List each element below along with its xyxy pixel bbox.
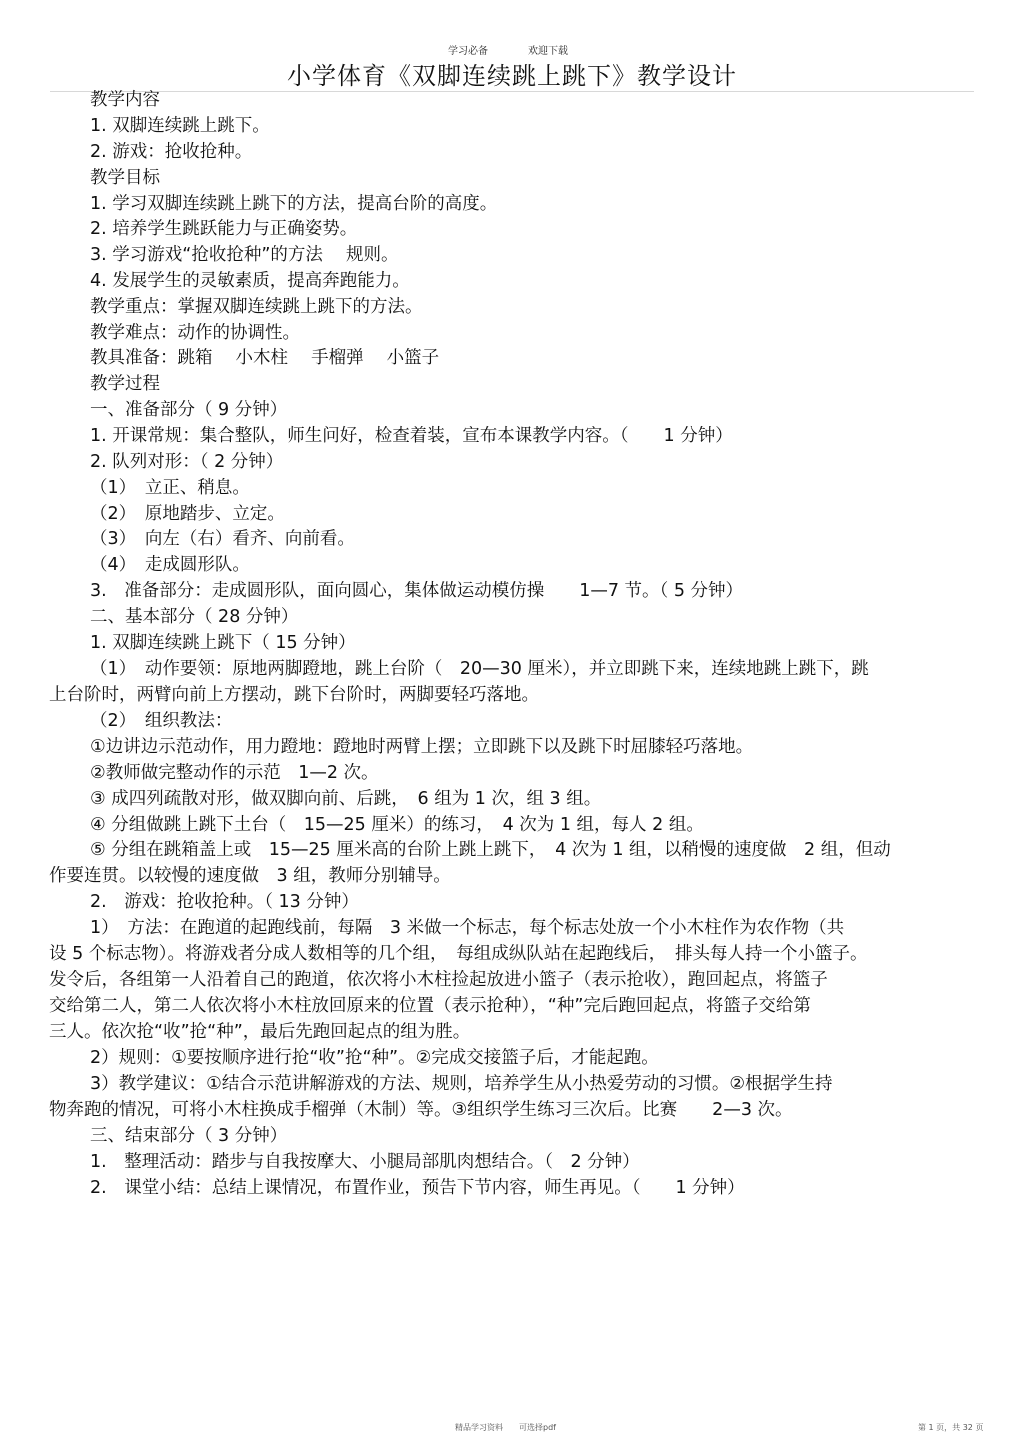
text-line: 2. 游戏：抢收抢种。 bbox=[90, 142, 253, 162]
text-line: 2. 队列对形：（ 2 分钟） bbox=[90, 452, 284, 472]
text-line: ④ 分组做跳上跳下土台（ 15—25 厘米）的练习， 4 次为 1 组，每人 2 组。 bbox=[90, 815, 704, 835]
text-line: （4） 走成圆形队。 bbox=[90, 555, 250, 575]
text-line: 教学内容 bbox=[90, 90, 160, 110]
text-line: 作要连贯。以较慢的速度做 3 组，教师分别辅导。 bbox=[49, 866, 451, 886]
text-line: （1） 立正、稍息。 bbox=[90, 478, 250, 498]
text-line: 3. 学习游戏“抢收抢种”的方法 规则。 bbox=[90, 245, 399, 265]
text-line: 4. 发展学生的灵敏素质，提高奔跑能力。 bbox=[90, 271, 410, 291]
text-line: 三、结束部分（ 3 分钟） bbox=[90, 1126, 288, 1146]
text-line: （1） 动作要领：原地两脚蹬地，跳上台阶（ 20—30 厘米），并立即跳下来，连续地跳上跳下，跳 bbox=[90, 659, 869, 679]
text-line: 2. 培养学生跳跃能力与正确姿势。 bbox=[90, 219, 358, 239]
text-line: 上台阶时，两臂向前上方摆动，跳下台阶时，两脚要轻巧落地。 bbox=[49, 685, 539, 705]
text-line: 1. 开课常规：集合整队，师生问好，检查着装，宣布本课教学内容。（ 1 分钟） bbox=[90, 426, 733, 446]
text-line: 1. 双脚连续跳上跳下（ 15 分钟） bbox=[90, 633, 356, 653]
text-line: 教学难点：动作的协调性。 bbox=[90, 323, 300, 343]
text-line: 3. 准备部分：走成圆形队，面向圆心，集体做运动模仿操 1—7 节。（ 5 分钟） bbox=[90, 581, 744, 601]
header-watermark-right: 欢迎下载 bbox=[528, 46, 568, 57]
text-line: 1. 整理活动：踏步与自我按摩大、小腿局部肌肉想结合。（ 2 分钟） bbox=[90, 1152, 640, 1172]
text-line: 1） 方法：在跑道的起跑线前，每隔 3 米做一个标志，每个标志处放一个小木柱作为农作物（共 bbox=[90, 918, 845, 938]
text-line: 教学目标 bbox=[90, 168, 160, 188]
footer-page-number: 第 1 页，共 32 页 bbox=[918, 1423, 984, 1432]
document-title: 小学体育《双脚连续跳上跳下》教学设计 bbox=[287, 62, 737, 90]
text-line: 发令后，各组第一人沿着自己的跑道，依次将小木柱捡起放进小篮子（表示抢收），跑回起点，将篮子 bbox=[49, 970, 828, 990]
footer-left: 精品学习资料 可选择pdf bbox=[455, 1423, 556, 1432]
text-line: （2） 组织教法： bbox=[90, 711, 233, 731]
text-line: 2. 游戏：抢收抢种。（ 13 分钟） bbox=[90, 892, 359, 912]
text-line: 教学重点：掌握双脚连续跳上跳下的方法。 bbox=[90, 297, 423, 317]
text-line: ⑤ 分组在跳箱盖上或 15—25 厘米高的台阶上跳上跳下， 4 次为 1 组，以稍慢的速度做 2 组，但动 bbox=[90, 840, 891, 860]
text-line: （3） 向左（右）看齐、向前看。 bbox=[90, 529, 355, 549]
header-divider bbox=[50, 91, 974, 92]
text-line: 设 5 个标志物）。将游戏者分成人数相等的几个组， 每组成纵队站在起跑线后， 排头每人持一个小篮子。 bbox=[49, 944, 868, 964]
text-line: 2）规则：①要按顺序进行抢“收”抢“种”。②完成交接篮子后，才能起跑。 bbox=[90, 1048, 659, 1068]
text-line: ③ 成四列疏散对形，做双脚向前、后跳， 6 组为 1 次，组 3 组。 bbox=[90, 789, 602, 809]
text-line: ①边讲边示范动作，用力蹬地：蹬地时两臂上摆；立即跳下以及跳下时屈膝轻巧落地。 bbox=[90, 737, 754, 757]
text-line: ②教师做完整动作的示范 1—2 次。 bbox=[90, 763, 379, 783]
text-line: 二、基本部分（ 28 分钟） bbox=[90, 607, 299, 627]
text-line: 物奔跑的情况，可将小木柱换成手榴弹（木制）等。③组织学生练习三次后。比赛 2—3 次。 bbox=[49, 1100, 793, 1120]
text-line: 教具准备：跳箱 小木柱 手榴弹 小篮子 bbox=[90, 348, 440, 368]
text-line: （2） 原地踏步、立定。 bbox=[90, 504, 285, 524]
text-line: 一、准备部分（ 9 分钟） bbox=[90, 400, 288, 420]
text-line: 2. 课堂小结：总结上课情况，布置作业，预告下节内容，师生再见。（ 1 分钟） bbox=[90, 1178, 745, 1198]
text-line: 教学过程 bbox=[90, 374, 160, 394]
header-watermark-left: 学习必备 bbox=[448, 46, 488, 57]
text-line: 1. 双脚连续跳上跳下。 bbox=[90, 116, 270, 136]
text-line: 1. 学习双脚连续跳上跳下的方法，提高台阶的高度。 bbox=[90, 194, 498, 214]
text-line: 三人。依次抢“收”抢“种”，最后先跑回起点的组为胜。 bbox=[49, 1022, 471, 1042]
text-line: 3）教学建议：①结合示范讲解游戏的方法、规则，培养学生从小热爱劳动的习惯。②根据学生持 bbox=[90, 1074, 833, 1094]
text-line: 交给第二人，第二人依次将小木柱放回原来的位置（表示抢种），“种”完后跑回起点，将篮子交给第 bbox=[49, 996, 811, 1016]
